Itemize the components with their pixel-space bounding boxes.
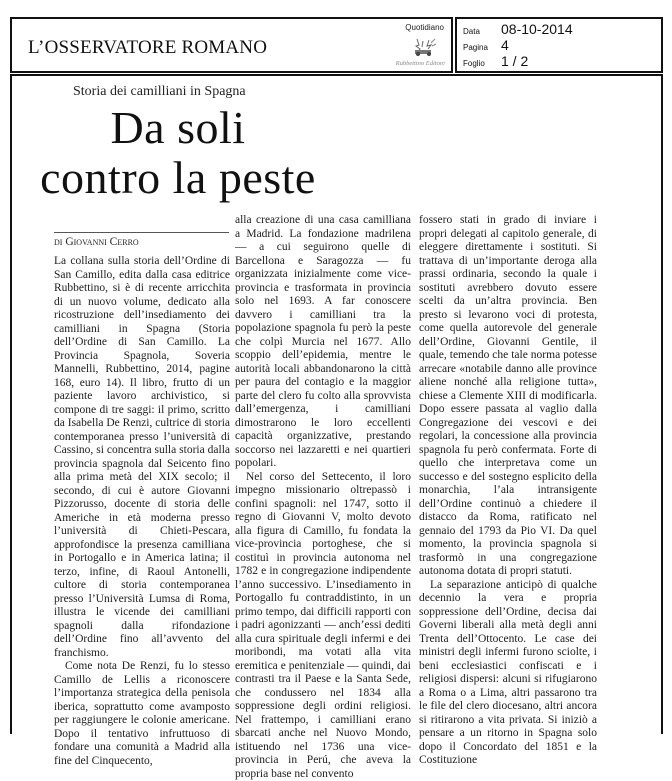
headline-line-2: contro la peste <box>40 152 316 203</box>
paragraph: Nel corso del Settecento, il loro impegno missionario oltrepassò i confini spagnoli: nel 1747, sotto il regno di Giovanni V, molto devoto alla figura di Camillo, fu fondata la vice-provincia portoghese, che si costituì in provincia autonoma nel 1782 e in congregazione indipendente l’anno successivo. L’insediamento in Portogallo fu contraddistinto, in un primo tempo, dai difficili rapporti con i padri agonizzanti — anch’essi dediti alla cura spirituale degli infermi e dei moribondi, ma votati alla vita eremitica e penitenziale — quindi, dai contrasti tra il Paese e la Santa Sede, che condussero nel 1834 alla soppressione degli ordini religiosi. Nel frattempo, i camilliani erano sbarcati anche nel Nuovo Mondo, istituendo nel 1736 una vice-provincia in Perú, che aveva la propria base nel convento <box>235 471 411 781</box>
page-label: Pagina <box>463 43 501 52</box>
page-value: 4 <box>501 37 509 53</box>
sheet-value: 1 / 2 <box>501 53 528 69</box>
sheet-row <box>463 53 528 71</box>
sheet-label: Foglio <box>463 59 501 68</box>
paragraph: La collana sulla storia dell’Ordine di San Camillo, edita dalla casa editrice Rubbettino, si è di recente arricchita di un nuovo volume, dedicato alla ricostruzione dell’insediamento dei camilliani in Spagna (Storia dell’Ordine di San Camillo. La Provincia Spagnola, Soveria Mannelli, Rubbettino, 2014, pagine 168, euro 14). Il libro, frutto di un paziente lavoro archivistico, si compone di tre saggi: il primo, scritto da Isabella De Renzi, cultrice di storia contemporanea presso l’università di Cassino, si concentra sulla storia dalla provincia spagnola dal Seicento fino alla prima metà del XIX secolo; il secondo, di cui è autore Giovanni Pizzorusso, docente di storia delle Americhe in età moderna presso l’università di Chieti-Pescara, approfondisce la presenza camilliana in Portogallo e in America latina; il terzo, infine, di Raoul Antonelli, cultore di storia contemporanea presso l’Università Lumsa di Roma, illustra le vicende dei camilliani spagnoli dalla rifondazione dell’Ordine fino all’avvento del franchismo. <box>54 255 230 660</box>
article-column-3 <box>419 214 597 768</box>
article-column-2 <box>235 214 411 781</box>
publisher-logo-icon <box>411 37 437 57</box>
date-value: 08-10-2014 <box>501 21 573 37</box>
paragraph: La separazione anticipò di qualche decennio la vera e propria soppressione dell’Ordine, decisa dai Governi liberali alla metà degli anni Trenta dell’Ottocento. Le case dei ministri degli infermi furono sciolte, i beni ecclesiastici confiscati e i religiosi dispersi: alcuni si rifugiarono a Roma o a Lima, altri passarono tra le file del clero diocesano, altri ancora si ritirarono a vita privata. Si iniziò a pensare a un ritorno in Spagna solo dopo il Concordato del 1851 e la Costituzione <box>419 579 597 768</box>
masthead <box>10 17 453 73</box>
clipping-metadata <box>455 17 663 73</box>
date-label: Data <box>463 27 501 36</box>
article-kicker: Storia dei camilliani in Spagna <box>73 84 246 100</box>
headline-line-1: Da soli <box>110 102 245 153</box>
paragraph: Come nota De Renzi, fu lo stesso Camillo de Lellis a riconoscere l’importanza strategica della penisola iberica, soprattutto come avamposto per raggiungere le colonie americane. Dopo il tentativo infruttuoso di fondare una comunità a Madrid alla fine del Cinquecento, <box>54 660 230 768</box>
paragraph: alla creazione di una casa camilliana a Madrid. La fondazione madrilena — a cui seguirono quelle di Barcellona e Saragozza — fu organizzata inizialmente come vice-provincia e trasformata in provincia solo nel 1693. A far conoscere davvero i camilliani tra la popolazione spagnola fu però la peste che colpì Murcia nel 1677. Allo scoppio dell’epidemia, mentre le autorità locali abbandonarono la città per paura del contagio e la maggior parte del clero fu colto alla sprovvista dall’emergenza, i camilliani dimostrarono le loro eccellenti capacità organizzative, prestando soccorso nei lazzaretti e nei quartieri popolari. <box>235 214 411 471</box>
article-column-1 <box>54 255 230 768</box>
publisher-name: Rubbettino Editore <box>396 60 445 67</box>
newspaper-title: L’OSSERVATORE ROMANO <box>28 37 267 59</box>
article-byline: di Giovanni Cerro <box>54 236 139 248</box>
byline-divider <box>54 232 229 233</box>
publication-frequency: Quotidiano <box>405 23 444 32</box>
article-headline <box>18 103 338 203</box>
paragraph: fossero stati in grado di inviare i propri delegati al capitolo generale, di eleggere direttamente i sostituti. Si trattava di un’importante deroga alla prassi ordinaria, secondo la quale i sostituti avrebbero dovuto essere scelti da un’altra provincia. Ben presto si levarono voci di protesta, come quella autorevole del generale dell’Ordine, Giovanni Gentile, il quale, temendo che tale norma potesse arrecare «notabile danno alle province aliene nonché alla religione tutta», chiese a Clemente XIII di modificarla. Dopo essere passata al vaglio dalla Congregazione dei vescovi e dei regolari, la concessione alla provincia spagnola fu però confermata. Forte di quello che interpretava come un successo e del sostegno esplicito della monarchia, l’ala intransigente dell’Ordine continuò a chiedere il distacco da Roma, ratificato nel gennaio del 1793 da Pio VI. Da quel momento, la provincia spagnola si trasformò in una congregazione autonoma dotata di propri statuti. <box>419 214 597 579</box>
